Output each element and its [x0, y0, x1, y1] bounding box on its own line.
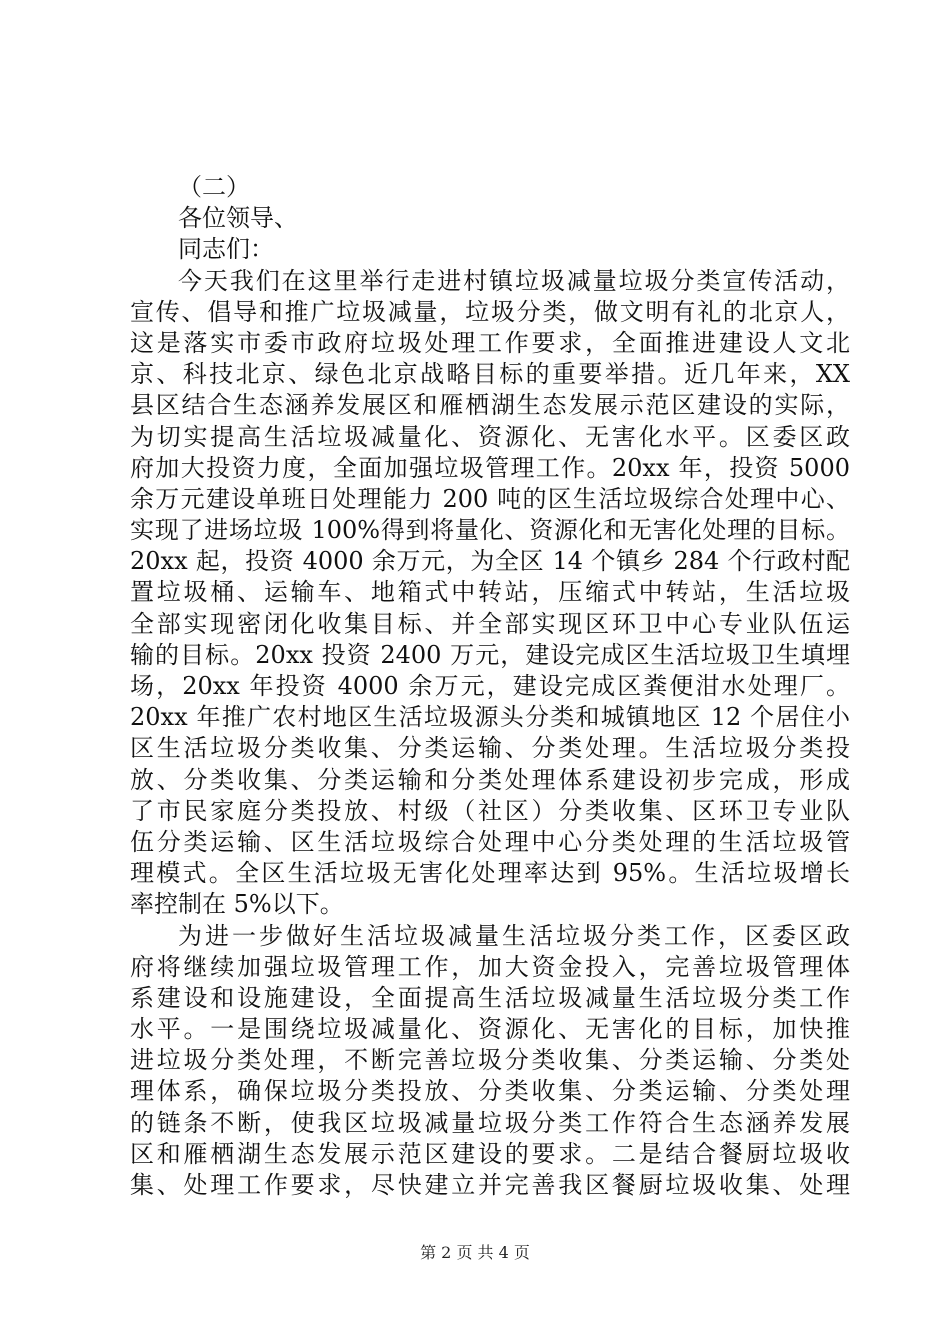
paragraph-line: 为切实提高生活垃圾减量化、资源化、无害化水平。区委区政 [130, 422, 850, 451]
paragraph-2 [130, 921, 850, 1202]
paragraph-line: 系建设和设施建设，全面提高生活垃圾减量生活垃圾分类工作 [130, 983, 850, 1012]
salutation-leaders: 各位领导、 [178, 204, 298, 233]
paragraph-line: 20xx 年推广农村地区生活垃圾源头分类和城镇地区 12 个居住小 [130, 703, 850, 732]
paragraph-1 [130, 266, 850, 921]
salutation-comrades: 同志们： [178, 235, 274, 264]
page-number: 第 2 页 共 4 页 [420, 1243, 530, 1262]
paragraph-line: 全部实现密闭化收集目标、并全部实现区环卫中心专业队伍运 [130, 609, 850, 638]
paragraph-line: 这是落实市委市政府垃圾处理工作要求，全面推进建设人文北 [130, 328, 850, 357]
paragraph-line: 20xx 起，投资 4000 余万元，为全区 14 个镇乡 284 个行政村配 [130, 547, 850, 576]
paragraph-line: 今天我们在这里举行走进村镇垃圾减量垃圾分类宣传活动， [178, 266, 850, 295]
paragraph-line: 理体系，确保垃圾分类投放、分类收集、分类运输、分类处理 [130, 1077, 850, 1106]
paragraph-line: 余万元建设单班日处理能力 200 吨的区生活垃圾综合处理中心、 [130, 484, 850, 513]
paragraph-line: 场，20xx 年投资 4000 余万元，建设完成区粪便泔水处理厂。 [130, 672, 850, 700]
paragraph-line: 府将继续加强垃圾管理工作，加大资金投入，完善垃圾管理体 [130, 952, 850, 981]
paragraph-line: 宣传、倡导和推广垃圾减量，垃圾分类，做文明有礼的北京人， [130, 297, 850, 326]
paragraph-line: 实现了进场垃圾 100%得到将量化、资源化和无害化处理的目标。 [130, 516, 850, 545]
paragraph-line: 京、科技北京、绿色北京战略目标的重要举措。近几年来，XX [130, 360, 850, 389]
document-body [130, 172, 850, 1201]
paragraph-line: 区生活垃圾分类收集、分类运输、分类处理。生活垃圾分类投 [130, 734, 850, 763]
paragraph-line: 率控制在 5%以下。 [130, 890, 344, 919]
page-footer [0, 1243, 950, 1263]
section-number: （二） [178, 173, 250, 201]
paragraph-line: 了市民家庭分类投放、村级（社区）分类收集、区环卫专业队 [130, 796, 850, 825]
paragraph-line: 放、分类收集、分类运输和分类处理体系建设初步完成，形成 [130, 765, 850, 794]
paragraph-line: 为进一步做好生活垃圾减量生活垃圾分类工作，区委区政 [178, 921, 850, 950]
paragraph-line: 的链条不断，使我区垃圾减量垃圾分类工作符合生态涵养发展 [130, 1108, 850, 1137]
paragraph-line: 置垃圾桶、运输车、地箱式中转站，压缩式中转站，生活垃圾 [130, 578, 850, 607]
paragraph-line: 水平。一是围绕垃圾减量化、资源化、无害化的目标，加快推 [130, 1015, 850, 1044]
paragraph-line: 区和雁栖湖生态发展示范区建设的要求。二是结合餐厨垃圾收 [130, 1139, 850, 1168]
paragraph-line: 伍分类运输、区生活垃圾综合处理中心分类处理的生活垃圾管 [130, 827, 850, 856]
paragraph-line: 输的目标。20xx 投资 2400 万元，建设完成区生活垃圾卫生填埋 [130, 640, 850, 669]
paragraph-line: 集、处理工作要求，尽快建立并完善我区餐厨垃圾收集、处理 [130, 1171, 850, 1199]
paragraph-line: 县区结合生态涵养发展区和雁栖湖生态发展示范区建设的实际， [130, 391, 850, 420]
paragraph-line: 理模式。全区生活垃圾无害化处理率达到 95%。生活垃圾增长 [130, 859, 850, 888]
paragraph-line: 进垃圾分类处理，不断完善垃圾分类收集、分类运输、分类处 [130, 1046, 850, 1075]
paragraph-line: 府加大投资力度，全面加强垃圾管理工作。20xx 年，投资 5000 [130, 453, 850, 482]
